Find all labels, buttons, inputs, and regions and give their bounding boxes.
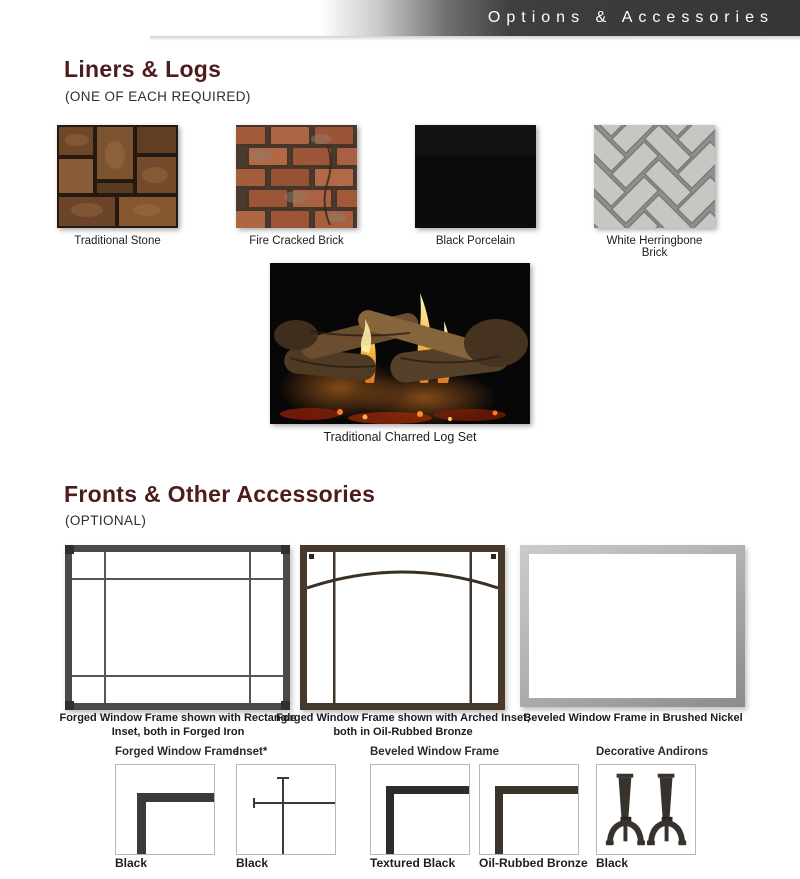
liner-label: Traditional Stone xyxy=(74,235,161,247)
frame-corner-detail xyxy=(386,786,394,854)
liner-photo-traditional-stone xyxy=(57,125,178,228)
stone-texture-image xyxy=(57,125,178,228)
finish-name: Oil-Rubbed Bronze xyxy=(479,856,588,870)
frame-corner-detail xyxy=(495,786,578,794)
log-set-label: Traditional Charred Log Set xyxy=(323,430,477,444)
frame-opening xyxy=(529,554,736,698)
frame-caption: Forged Window Frame shown with Arched Inset, both in Oil-Rubbed Bronze xyxy=(276,712,530,738)
log-set-photo xyxy=(270,263,530,424)
frame-corner-detail xyxy=(495,786,503,854)
liners-requirement-note: (ONE OF EACH REQUIRED) xyxy=(65,89,251,104)
charred-log-fire-image xyxy=(270,263,530,424)
frame-corner xyxy=(65,701,74,710)
frame-photo-forged-arched-inset xyxy=(300,545,505,710)
frame-corner xyxy=(65,545,74,554)
liner-photo-white-herringbone-brick xyxy=(594,125,715,228)
finish-name: Black xyxy=(236,856,269,870)
finish-swatch-beveled-oil-rubbed-bronze xyxy=(479,764,579,855)
black-porcelain-image xyxy=(415,125,536,228)
finish-swatch-forged-frame-black xyxy=(115,764,215,855)
inset-bar xyxy=(249,552,251,703)
header-banner xyxy=(0,0,800,36)
inset-line-detail xyxy=(254,802,335,804)
liner-label: Black Porcelain xyxy=(435,235,516,247)
fronts-heading: Fronts & Other Accessories xyxy=(64,481,376,507)
frame-corner xyxy=(281,545,290,554)
finish-group-label: Decorative Andirons xyxy=(596,746,709,758)
brick-texture-image xyxy=(236,125,357,228)
finish-name: Textured Black xyxy=(370,856,456,870)
page-title: Options & Accessories xyxy=(487,9,774,26)
inset-line-detail xyxy=(282,777,284,854)
liner-label: Fire Cracked Brick xyxy=(249,235,344,247)
finish-group-label: Inset* xyxy=(236,746,268,758)
andirons-image xyxy=(597,765,695,854)
frame-corner xyxy=(281,701,290,710)
frame-caption: Forged Window Frame shown with Rectangle Inset, both in Forged Iron xyxy=(59,712,297,738)
inset-line-detail xyxy=(253,798,255,808)
inset-bar xyxy=(72,578,283,580)
inset-bar xyxy=(72,675,283,677)
finish-name: Black xyxy=(115,856,148,870)
herringbone-texture-image xyxy=(594,125,715,228)
finish-group-label: Forged Window Frame xyxy=(115,746,239,758)
arched-inset-image xyxy=(307,552,498,703)
inset-bar xyxy=(104,552,106,703)
finish-swatch-andirons-black xyxy=(596,764,696,855)
finish-swatch-beveled-textured-black xyxy=(370,764,470,855)
frame-photo-beveled-brushed-nickel xyxy=(520,545,745,707)
frame-photo-forged-rectangle-inset xyxy=(65,545,290,710)
header-shadow xyxy=(150,36,800,41)
liner-label: White Herringbone Brick xyxy=(606,235,703,259)
frame-caption: Beveled Window Frame in Brushed Nickel xyxy=(523,712,743,724)
frame-corner-detail xyxy=(137,793,214,802)
inset-line-detail xyxy=(277,777,289,779)
finish-group-label: Beveled Window Frame xyxy=(370,746,499,758)
finish-name: Black xyxy=(596,856,629,870)
liner-photo-black-porcelain xyxy=(415,125,536,228)
finish-swatch-inset-black xyxy=(236,764,336,855)
liner-photo-fire-cracked-brick xyxy=(236,125,357,228)
frame-corner-detail xyxy=(137,793,146,854)
fronts-optional-note: (OPTIONAL) xyxy=(65,513,147,528)
frame-corner-detail xyxy=(386,786,469,794)
liners-heading: Liners & Logs xyxy=(64,56,222,82)
